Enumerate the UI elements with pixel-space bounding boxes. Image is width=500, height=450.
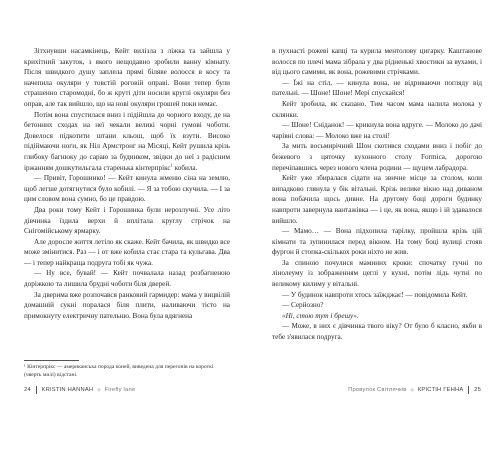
left-text-column — [24, 46, 230, 321]
paragraph: в пухнасті рожеві капці та курила ментолову цигарку. Каштанове волосся по плечі мама зібрала у два рідненькі хвостики за вухами, і від цього самими, як вона, рожевими стрічками. — [272, 47, 482, 77]
left-running-footer — [24, 386, 135, 394]
right-page — [250, 0, 500, 450]
paragraph: Зітхнувши насамкінець, Кейт вилізла з ліжка та зайшла у крихітний закуток, з якого нещодавно зробили ванну кімнату. Після швидкого душу заплела прямі біляве волосся в косу та начепила окуляри у товстій роговій оправі. Вони тепер були страшенно старомодні, бо ж круті діти носили круглі окуляри без оправ, але так вийшло, що на нові окуляри грошей поки немає. — [24, 47, 230, 108]
paragraph: — У будинок навпроти хтось заїжджає! — повідомила Кейт. — [282, 290, 468, 299]
divider — [36, 386, 37, 394]
footnote-rule — [24, 360, 79, 361]
right-running-footer — [348, 386, 481, 394]
italic-thought: «Ні, стою тут і брешу». — [282, 311, 359, 320]
paragraph: — Може, в них є дівчинка твого віку? От було б класно, якби в тебе з'явилася подруга. — [272, 322, 482, 342]
paragraph: За мить восьмирічний Шон скотився сходами вниз і побіг до бежевого з цяточку кухонного столу Formica, дорогою перечіпавшись через нового члена родини — щуцем лабрадора. — [272, 142, 482, 172]
book-title: Провулок Світлячків — [348, 387, 407, 393]
paragraph: Два роки тому Кейт і Горошинка були нерозлучні. Усе літо дівчинка їздила верхи й вплітала круглу стрічок на Снігомійському ярмарку. — [24, 205, 230, 236]
paragraph: — Серйозно? — [282, 301, 324, 310]
footnote: ¹ Кінтерпрікс — американська порода коней, виведена для перегонів на короткі (чверть милі) відстані. — [24, 364, 214, 378]
paragraph: — Шоне! Сніданок! — крикнула вона вдруге. — Молоко до дачі чарівні слова: — Молоко вже на столі! — [272, 121, 482, 140]
book-title: Firefly lane — [104, 387, 136, 393]
paragraph — [24, 110, 230, 174]
paragraph-tail: кобила. — [172, 163, 198, 172]
paragraph-text: Потім вона спустилася вниз і підійшла до чорного входу, де на бетонних сходах на неї чекали великі чорні гумові чоботи. Довелося підкотити штани кльош, щоб їх взути. Високо підіймаючи ноги, як Ніл Армстронг на Місяці, Кейт рушила крізь глибоку багнюку до сараю за будинком, звідки до неї з радісним іржанням дошкутильгала старенька кінтерпрікс — [24, 110, 230, 172]
paragraph: — Їжі на стіл, — кинула вона, не відриваючи погляду від пательні. — Шоне! Шоне! Мері спускайся! — [272, 78, 482, 98]
footnote-mark[interactable]: 1 — [170, 162, 173, 168]
author-name: КРІСТІН ГЕННА — [417, 387, 464, 393]
page-number: 25 — [474, 387, 481, 393]
author-name: KRISTIN HANNAH — [41, 387, 94, 393]
paragraph: За дверима вже розпочався ранковий гармидер: мама у вицвілій домашній сукні поралася біля плити, наливаючи тісто на примокнуту електричну пательню. Вона була вдягнена — [24, 290, 230, 320]
firefly-ornament-icon: ✧ — [409, 387, 415, 394]
paragraph: — Ну все, бувай! — Кейт почвалала назад розбагненою доріжкою та лишила брудні чоботи біля дверей. — [24, 269, 230, 289]
divider — [468, 386, 469, 394]
paragraph: — Привіт, Горошинко! — Кейт кинула жменю сіна на землю, щоб легше дотягнутися було кобилі. — Я за тобою скучила. — І за цим словом вона сумно, бо це правдою. — [24, 174, 230, 204]
paragraph: Але доросле життя летіло як скаже. Кейт бачила, як швидко все може змінитися. Раз — і от вже кобила стає стара та кульгава. Два — і тепер найкраща подруга тобі як чужа. — [24, 237, 230, 267]
paragraph: Кейт уже збиралася сідати на звичне місце за столом, коли випадково глянула у бік вітальні. Крізь велике вікно над диваном вона побачила щось дивне. На другому боці дороги будинку навпроти завернула вантажівка — і це, як вона, якщо і ій здавалося вийшло. — [272, 174, 482, 225]
paragraph: Кейт зробила, як сказано. Тим часом мама налила молока у склянки. — [272, 99, 482, 119]
page-number: 24 — [24, 387, 31, 393]
right-text-column — [272, 46, 482, 343]
firefly-lane-ornament-icon: ✧ — [96, 387, 102, 394]
paragraph: — Мамо… — Вона підхопила тарілку, пройшла крізь цій кімнати та зупинилася перед вікном. На тому боці вулиці стояв фургон й стопка-скількох роки ніхто не жив. — [272, 227, 482, 257]
paragraph — [272, 311, 482, 322]
paragraph: За спиною почулися маминих кроки: спочатку гучні по лінолеуму із зображенням цеглі у кухні, потім лідь чутні по великому килиму у вітальні. — [272, 258, 482, 289]
